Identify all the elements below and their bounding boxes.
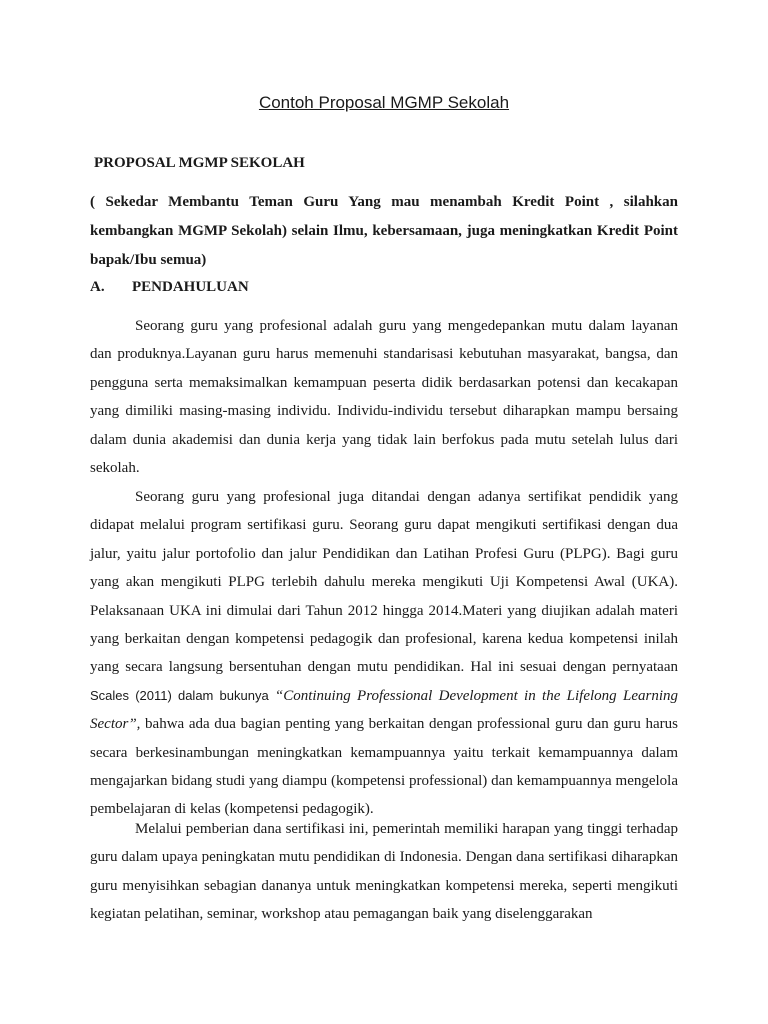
proposal-heading: PROPOSAL MGMP SEKOLAH	[94, 155, 305, 171]
section-title: PENDAHULUAN	[132, 279, 249, 295]
book-title: “Continuing Professional Development in the Lifelong Learning Sector”,	[90, 687, 678, 733]
paragraph-1: Seorang guru yang profesional adalah guru yang mengedepankan mutu dalam layanan dan produknya.Layanan guru harus memenuhi standarisasi kebutuhan masyarakat, bangsa, dan pengguna serta memaksimalkan kemampuan peserta didik berdasarkan potensi dan kecakapan yang dimiliki masing-masing individu. Individu-individu tersebut diharapkan mampu bersaing dalam dunia akademisi dan dunia kerja yang tidak lain berfokus pada mutu setelah lulus dari sekolah.	[90, 318, 678, 477]
paragraph-2-start: Seorang guru yang profesional juga ditandai dengan adanya sertifikat pendidik yang didapat melalui program sertifikasi guru. Seorang guru dapat mengikuti sertifikasi dengan dua jalur, yaitu jalur portofolio dan jalur Pendidikan dan Latihan Profesi Guru (PLPG). Bagi guru yang akan mengikuti PLPG terlebih dahulu mereka mengikuti Uji Kompetensi Awal (UKA). Pelaksanaan UKA ini dimulai dari Tahun 2012 hingga 2014.Materi yang diujikan adalah materi yang berkaitan dengan kompetensi pedagogik dan profesional, karena kedua kompetensi inilah yang secara langsung bersentuhan dengan mutu pendidikan. Hal ini sesuai dengan pernyataan	[90, 489, 678, 676]
section-number: A.	[90, 279, 105, 295]
paragraph-3: Melalui pemberian dana sertifikasi ini, pemerintah memiliki harapan yang tinggi terhadap guru dalam upaya peningkatan mutu pendidikan di Indonesia. Dengan dana sertifikasi diharapkan guru menyisihkan sebagian dananya untuk meningkatkan kompetensi mereka, seperti mengikuti kegiatan pelatihan, seminar, workshop atau pemagangan baik yang diselenggarakan	[90, 821, 678, 923]
paragraph-2-end: bahwa ada dua bagian penting yang berkaitan dengan professional guru dan guru harus secara berkesinambungan meningkatkan kemampuannya yaitu terkait kemampuannya dalam mengajarkan bidang studi yang diampu (kompetensi professional) dan kemampuannya mengelola pembelajaran di kelas (kompetensi pedagogik).	[90, 716, 678, 818]
citation-author: Scales (2011) dalam bukunya	[90, 687, 275, 703]
paragraph-2	[90, 483, 678, 824]
document-title: Contoh Proposal MGMP Sekolah	[258, 93, 510, 112]
section-heading	[90, 279, 249, 296]
intro-note: ( Sekedar Membantu Teman Guru Yang mau menambah Kredit Point , silahkan kembangkan MGMP Sekolah) selain Ilmu, kebersamaan, juga meningkatkan Kredit Point bapak/Ibu semua)	[90, 194, 678, 268]
